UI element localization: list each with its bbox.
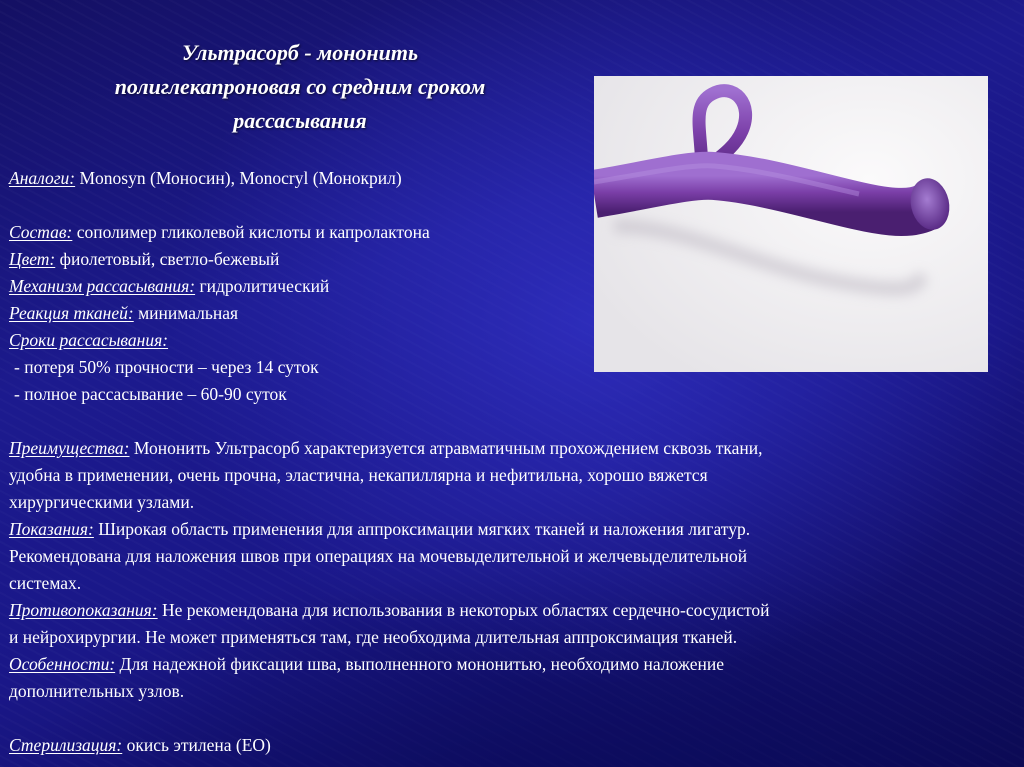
indications-paragraph: [9, 516, 1009, 597]
mechanism-text: гидролитический: [195, 276, 330, 296]
title-line-2: полиглекапроновая со средним сроком: [114, 74, 486, 99]
title-line-3: рассасывания: [233, 108, 367, 133]
advantages-text: удобна в применении, очень прочна, эластична, некапиллярна и нефитильна, хорошо вяжется: [9, 465, 708, 485]
sterilization-text: окись этилена (ЕО): [122, 735, 271, 755]
color-text: фиолетовый, светло-бежевый: [55, 249, 280, 269]
indications-text: Рекомендована для наложения швов при операциях на мочевыделительной и желчевыделительной: [9, 546, 748, 566]
features-text: дополнительных узлов.: [9, 681, 185, 701]
color-row: [9, 246, 279, 273]
suture-thread-image: [594, 76, 988, 372]
sterilization-label: Стерилизация:: [9, 735, 123, 755]
contraindications-label: Противопоказания:: [9, 600, 158, 620]
composition-row: [9, 219, 430, 246]
reaction-label: Реакция тканей:: [9, 303, 134, 323]
indications-text: системах.: [9, 573, 82, 593]
composition-text: сополимер гликолевой кислоты и капролактона: [72, 222, 430, 242]
advantages-paragraph: [9, 435, 1009, 516]
reaction-row: [9, 300, 238, 327]
sterilization-row: [9, 732, 271, 759]
terms-item: - полное рассасывание – 60-90 суток: [14, 384, 287, 404]
mechanism-row: [9, 273, 329, 300]
slide-title: [40, 36, 560, 138]
analogs-row: [9, 165, 402, 192]
composition-label: Состав:: [9, 222, 73, 242]
color-label: Цвет:: [9, 249, 56, 269]
contraindications-text: и нейрохирургии. Не может применяться там, где необходима длительная аппроксимация тканей.: [9, 627, 738, 647]
reaction-text: минимальная: [133, 303, 239, 323]
terms-row: [9, 327, 168, 354]
terms-item: - потеря 50% прочности – через 14 суток: [14, 357, 319, 377]
title-line-1: Ультрасорб - мононить: [181, 40, 419, 65]
features-paragraph: [9, 651, 1009, 705]
features-text: Для надежной фиксации шва, выполненного мононитью, необходимо наложение: [115, 654, 725, 674]
analogs-text: Monosyn (Моносин), Monocryl (Монокрил): [75, 168, 402, 188]
advantages-text: хирургическими узлами.: [9, 492, 195, 512]
advantages-text: Мононить Ультрасорб характеризуется атравматичным прохождением сквозь ткани,: [129, 438, 763, 458]
contraindications-text: Не рекомендована для использования в некоторых областях сердечно-сосудистой: [157, 600, 770, 620]
analogs-label: Аналоги:: [9, 168, 76, 188]
indications-label: Показания:: [9, 519, 94, 539]
suture-photo: [594, 76, 988, 372]
advantages-label: Преимущества:: [9, 438, 130, 458]
terms-label: Сроки рассасывания:: [9, 330, 169, 350]
features-label: Особенности:: [9, 654, 116, 674]
mechanism-label: Механизм рассасывания:: [9, 276, 196, 296]
contraindications-paragraph: [9, 597, 1009, 651]
indications-text: Широкая область применения для аппроксимации мягких тканей и наложения лигатур.: [93, 519, 751, 539]
